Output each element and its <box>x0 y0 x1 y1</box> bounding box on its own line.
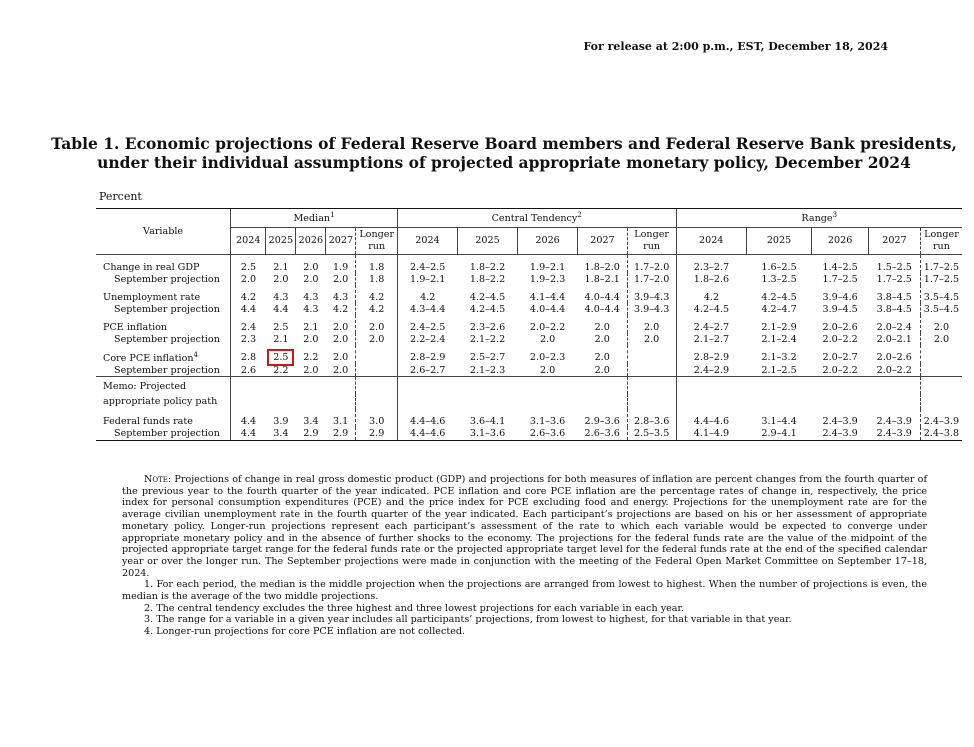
table-title <box>0 134 974 172</box>
range-cell: 3.1–4.4 <box>761 415 797 427</box>
median-year-2024: 2024 <box>231 228 266 255</box>
footnote-1: 1. For each period, the median is the middle projection when the projections are arranged from lowest to highest. When the number of projections is even, the median is the average of the two middle projections. <box>122 579 927 603</box>
range-cell: 1.6–2.5 <box>761 261 797 273</box>
median-cell: 2.5 <box>231 255 266 274</box>
range-cell: 2.4–3.9 <box>876 415 912 427</box>
empty-cell <box>920 377 962 395</box>
central-year-2027: 2027 <box>578 228 628 255</box>
empty-cell <box>869 377 921 395</box>
median-cell: 4.2 <box>356 285 397 303</box>
central-cell: 4.2–4.5 <box>469 303 506 315</box>
median-cell: 2.0 <box>333 321 349 333</box>
row-label: Change in real GDP <box>103 261 200 273</box>
range-cell: 4.2–4.5 <box>761 291 797 303</box>
row-label: September projection <box>114 333 220 345</box>
empty-cell <box>627 394 676 409</box>
release-line: For release at 2:00 p.m., EST, December 18, 2024 <box>583 40 888 53</box>
central-cell: 1.7–2.0 <box>627 273 676 285</box>
range-header: Range$^3$ <box>676 209 962 228</box>
range-cell: 3.5–4.5 <box>920 303 962 315</box>
central-cell: 2.6–3.6 <box>578 427 628 441</box>
run-label: run <box>932 241 950 252</box>
range-year-2026: 2026 <box>812 228 869 255</box>
central-cell: 1.9–2.1 <box>397 273 457 285</box>
median-cell: 2.0 <box>333 273 349 285</box>
range-cell: 3.8–4.5 <box>876 291 912 303</box>
central-year-2026: 2026 <box>518 228 578 255</box>
range-cell: 1.7–2.5 <box>876 273 912 285</box>
central-cell: 2.1–2.3 <box>469 364 506 376</box>
empty-cell <box>518 394 578 409</box>
range-cell: 2.0–2.2 <box>822 333 858 345</box>
central-cell: 4.1–4.4 <box>529 291 566 303</box>
notes-section <box>122 474 927 638</box>
central-cell <box>627 364 676 377</box>
empty-cell <box>578 377 628 395</box>
median-cell: 4.3 <box>333 291 349 303</box>
central-cell: 2.4–2.5 <box>397 255 457 274</box>
empty-cell <box>518 377 578 395</box>
range-cell: 2.0–2.1 <box>876 333 912 345</box>
median-cell: 3.9 <box>273 415 289 427</box>
run-label: run <box>368 241 386 252</box>
range-cell: 4.4–4.6 <box>676 409 746 427</box>
empty-cell <box>812 377 869 395</box>
median-cell: 2.9 <box>296 427 326 441</box>
central-cell: 1.8–2.0 <box>584 261 620 273</box>
range-cell: 1.7–2.5 <box>920 255 962 274</box>
median-cell: 1.9 <box>333 261 349 273</box>
median-cell: 2.0 <box>231 273 266 285</box>
central-cell: 2.0 <box>539 364 556 376</box>
table-row <box>96 333 962 345</box>
row-label: Federal funds rate <box>103 415 193 427</box>
note-paragraph <box>122 474 927 579</box>
range-cell: 1.7–2.5 <box>822 273 858 285</box>
median-cell <box>266 345 296 364</box>
empty-cell <box>457 377 517 395</box>
range-cell: 1.7–2.5 <box>920 273 962 285</box>
median-cell: 2.1 <box>303 321 319 333</box>
range-longer-run-header <box>920 228 962 255</box>
empty-cell <box>397 377 457 395</box>
memo-row <box>96 377 962 395</box>
central-cell: 1.8–2.1 <box>584 273 620 285</box>
central-cell: 3.9–4.3 <box>627 303 676 315</box>
median-cell: 2.8 <box>231 345 266 364</box>
empty-cell <box>231 394 266 409</box>
central-cell: 4.4–4.6 <box>397 427 457 441</box>
range-cell: 3.9–4.6 <box>822 291 858 303</box>
range-cell: 3.5–4.5 <box>920 285 962 303</box>
median-cell: 2.9 <box>356 427 397 441</box>
empty-cell <box>869 394 921 409</box>
range-cell: 2.0 <box>920 315 962 333</box>
central-cell: 4.2 <box>397 285 457 303</box>
range-cell: 2.4–3.8 <box>920 427 962 441</box>
empty-cell <box>231 377 266 395</box>
table-row <box>96 315 962 333</box>
range-cell: 2.4–2.7 <box>676 315 746 333</box>
central-cell: 2.8–2.9 <box>397 345 457 364</box>
central-cell: 1.8–2.2 <box>469 261 506 273</box>
table-row <box>96 255 962 274</box>
range-cell: 2.0–2.7 <box>822 352 858 364</box>
median-cell: 1.8 <box>356 273 397 285</box>
table-row <box>96 409 962 427</box>
range-cell <box>920 364 962 377</box>
empty-cell <box>457 394 517 409</box>
median-cell: 2.4 <box>231 315 266 333</box>
central-cell: 4.0–4.4 <box>584 303 620 315</box>
median-cell: 4.4 <box>231 409 266 427</box>
range-year-2027: 2027 <box>869 228 921 255</box>
empty-cell <box>746 394 811 409</box>
median-cell: 2.0 <box>333 333 349 345</box>
memo-label: appropriate policy path <box>103 396 218 408</box>
median-header: Median$^1$ <box>231 209 398 228</box>
table-row <box>96 273 962 285</box>
median-cell: 2.1 <box>273 333 289 345</box>
empty-cell <box>296 377 326 395</box>
empty-cell <box>356 377 397 395</box>
median-cell: 3.1 <box>333 415 349 427</box>
empty-cell <box>356 394 397 409</box>
central-cell: 1.9–2.1 <box>529 261 566 273</box>
range-cell: 2.9–4.1 <box>746 427 811 441</box>
central-cell: 2.0 <box>539 333 556 345</box>
median-cell: 2.9 <box>326 427 356 441</box>
highlighted-cell-value: 2.5 <box>270 352 291 363</box>
footnote-2: 2. The central tendency excludes the three highest and three lowest projections for each variable in each year. <box>144 602 685 614</box>
row-label: September projection <box>114 364 220 376</box>
range-cell: 4.2 <box>676 285 746 303</box>
range-cell: 4.2–4.5 <box>676 303 746 315</box>
central-cell: 3.1–3.6 <box>457 427 517 441</box>
title-line-2: under their individual assumptions of projected appropriate monetary policy, December 2024 <box>97 153 911 172</box>
range-cell: 2.4–3.9 <box>869 427 921 441</box>
row-label: September projection <box>114 303 220 315</box>
median-year-2025: 2025 <box>266 228 296 255</box>
central-cell: 2.8–3.6 <box>627 409 676 427</box>
empty-cell <box>812 394 869 409</box>
median-year-2026: 2026 <box>296 228 326 255</box>
central-cell: 2.6–3.6 <box>518 427 578 441</box>
central-cell: 2.5–2.7 <box>469 352 506 364</box>
central-cell: 4.0–4.4 <box>529 303 566 315</box>
median-cell: 3.4 <box>303 415 319 427</box>
range-cell: 2.1–2.4 <box>761 333 797 345</box>
central-cell: 2.4–2.5 <box>397 315 457 333</box>
footnote-3: 3. The range for a variable in a given year includes all participants’ projections, from lowest to highest, for that variable in that year. <box>144 614 792 626</box>
median-cell: 2.0 <box>333 364 349 376</box>
median-cell: 2.0 <box>356 333 397 345</box>
row-label: PCE inflation <box>103 321 168 333</box>
central-tendency-header: Central Tendency$^2$ <box>397 209 676 228</box>
range-cell: 2.0 <box>920 333 962 345</box>
range-cell: 2.4–3.9 <box>812 427 869 441</box>
median-cell <box>356 364 397 377</box>
table-row <box>96 303 962 315</box>
note-text: Projections of change in real gross domestic product (GDP) and projections for both measures of inflation are percent changes from the fourth quarter of the previous year to the fourth quarter of the year indicated. PCE inflation and core PCE inflation are the percentage rates of change in, respectively, the price index for personal consumption expenditures (PCE) and the price index for PCE excluding food and energy. Projections for the unemployment rate are for the average civilian unemployment rate in the fourth quarter of the year indicated. Each participant’s projections are based on his or her assessment of appropriate monetary policy. Longer-run projections represent each participant’s assessment of the rate to which each variable would be expected to converge under appropriate monetary policy and in the absence of further shocks to the economy. The projections for the federal funds rate are the value of the midpoint of the projected appropriate target range for the federal funds rate or the projected appropriate target level for the federal funds rate at the end of the specified calendar year or over the longer run. The September projections were made in conjunction with the meeting of the Federal Open Market Committee on September 17–18, 2024. <box>122 474 927 579</box>
median-year-2027: 2027 <box>326 228 356 255</box>
range-year-2025: 2025 <box>746 228 811 255</box>
row-label: September projection <box>114 273 220 285</box>
central-cell: 2.0 <box>627 333 676 345</box>
range-cell: 2.1–2.5 <box>761 364 797 376</box>
range-cell: 1.4–2.5 <box>822 261 858 273</box>
central-year-2025: 2025 <box>457 228 517 255</box>
median-cell: 2.1 <box>273 261 289 273</box>
central-cell: 3.6–4.1 <box>469 415 506 427</box>
central-cell: 2.0–2.2 <box>529 321 566 333</box>
empty-cell <box>266 394 296 409</box>
central-cell <box>627 345 676 364</box>
footnote-4: 4. Longer-run projections for core PCE inflation are not collected. <box>144 626 466 638</box>
range-cell: 1.3–2.5 <box>761 273 797 285</box>
median-cell: 2.0 <box>303 261 319 273</box>
empty-cell <box>397 394 457 409</box>
median-cell: 2.6 <box>231 364 266 377</box>
empty-cell <box>326 394 356 409</box>
range-cell: 4.2–4.7 <box>761 303 797 315</box>
range-cell: 2.8–2.9 <box>676 345 746 364</box>
range-cell: 2.0–2.2 <box>876 364 912 376</box>
memo-row <box>96 394 962 409</box>
range-cell: 2.4–2.9 <box>676 364 746 377</box>
central-cell: 4.0–4.4 <box>584 291 620 303</box>
central-cell: 1.7–2.0 <box>627 255 676 274</box>
range-cell: 1.5–2.5 <box>876 261 912 273</box>
median-cell: 2.2 <box>273 364 289 376</box>
row-label: Core PCE inflation$^4$ <box>103 351 198 365</box>
median-cell: 1.8 <box>356 255 397 274</box>
median-cell: 2.0 <box>333 352 349 364</box>
empty-cell <box>920 394 962 409</box>
central-longer-run-header <box>627 228 676 255</box>
empty-cell <box>296 394 326 409</box>
median-cell: 4.3 <box>303 303 319 315</box>
median-cell <box>356 345 397 364</box>
central-cell: 4.2–4.5 <box>469 291 506 303</box>
median-cell: 4.3 <box>273 291 289 303</box>
empty-cell <box>627 377 676 395</box>
median-cell: 4.4 <box>273 303 289 315</box>
empty-cell <box>746 377 811 395</box>
range-cell: 4.1–4.9 <box>676 427 746 441</box>
central-cell: 4.4–4.6 <box>397 409 457 427</box>
median-cell: 2.5 <box>273 321 289 333</box>
range-cell: 2.4–3.9 <box>920 409 962 427</box>
median-cell: 4.3 <box>303 291 319 303</box>
central-cell: 2.0 <box>594 333 610 345</box>
median-cell: 2.0 <box>356 315 397 333</box>
variable-header: Variable <box>96 209 231 255</box>
table-row <box>96 427 962 441</box>
central-cell: 2.0 <box>594 364 610 376</box>
central-cell: 2.9–3.6 <box>584 415 620 427</box>
central-cell: 2.2–2.4 <box>397 333 457 345</box>
central-cell: 2.6–2.7 <box>397 364 457 377</box>
range-cell: 2.1–2.9 <box>761 321 797 333</box>
range-year-2024: 2024 <box>676 228 746 255</box>
central-cell: 2.0 <box>594 352 610 364</box>
median-cell: 4.2 <box>231 285 266 303</box>
median-cell: 2.0 <box>303 273 319 285</box>
central-cell: 1.9–2.3 <box>529 273 566 285</box>
range-cell: 2.1–3.2 <box>761 352 797 364</box>
median-cell: 2.0 <box>303 364 319 376</box>
central-cell: 2.1–2.2 <box>469 333 506 345</box>
row-label: Unemployment rate <box>103 291 201 303</box>
median-longer-run-header <box>356 228 397 255</box>
empty-cell <box>676 394 746 409</box>
range-cell: 2.1–2.7 <box>676 333 746 345</box>
empty-cell <box>578 394 628 409</box>
table-row <box>96 285 962 303</box>
range-cell: 2.0–2.6 <box>822 321 858 333</box>
range-cell: 3.9–4.5 <box>822 303 858 315</box>
longer-label: Longer <box>634 229 670 240</box>
units-label: Percent <box>99 190 142 203</box>
empty-cell <box>676 377 746 395</box>
median-cell: 2.0 <box>273 273 289 285</box>
empty-cell <box>266 377 296 395</box>
memo-label: Memo: Projected <box>96 377 231 395</box>
central-cell: 4.3–4.4 <box>397 303 457 315</box>
central-cell: 2.5–3.5 <box>627 427 676 441</box>
central-cell: 3.9–4.3 <box>627 285 676 303</box>
table-row <box>96 345 962 364</box>
median-cell: 2.3 <box>231 333 266 345</box>
median-cell: 4.2 <box>333 303 349 315</box>
projections-table <box>96 208 962 441</box>
range-cell: 2.4–3.9 <box>822 415 858 427</box>
table-row <box>96 364 962 377</box>
median-cell: 4.2 <box>356 303 397 315</box>
longer-label: Longer <box>924 229 959 240</box>
central-cell: 3.1–3.6 <box>529 415 566 427</box>
range-cell: 1.8–2.6 <box>676 273 746 285</box>
empty-cell <box>326 377 356 395</box>
title-line-1: Table 1. Economic projections of Federal Reserve Board members and Federal Reserve Bank presidents, <box>51 134 957 153</box>
range-cell: 2.0–2.2 <box>822 364 858 376</box>
row-label: September projection <box>96 427 231 441</box>
run-label: run <box>643 241 661 252</box>
median-cell: 4.4 <box>231 303 266 315</box>
longer-label: Longer <box>359 229 395 240</box>
central-cell: 1.8–2.2 <box>469 273 506 285</box>
range-cell: 2.3–2.7 <box>676 255 746 274</box>
central-cell: 2.3–2.6 <box>469 321 506 333</box>
range-cell: 2.0–2.4 <box>876 321 912 333</box>
range-cell: 2.0–2.6 <box>876 352 912 364</box>
median-cell: 2.0 <box>303 333 319 345</box>
median-cell: 3.4 <box>266 427 296 441</box>
central-year-2024: 2024 <box>397 228 457 255</box>
central-cell: 2.0 <box>594 321 610 333</box>
range-cell <box>920 345 962 364</box>
central-cell: 2.0–2.3 <box>529 352 566 364</box>
note-label: Note: <box>144 474 172 485</box>
range-cell: 3.8–4.5 <box>876 303 912 315</box>
median-cell: 4.4 <box>231 427 266 441</box>
median-cell: 3.0 <box>356 409 397 427</box>
median-cell: 2.2 <box>303 352 319 364</box>
table-body <box>96 255 962 441</box>
table-header <box>96 209 962 255</box>
central-cell: 2.0 <box>627 315 676 333</box>
